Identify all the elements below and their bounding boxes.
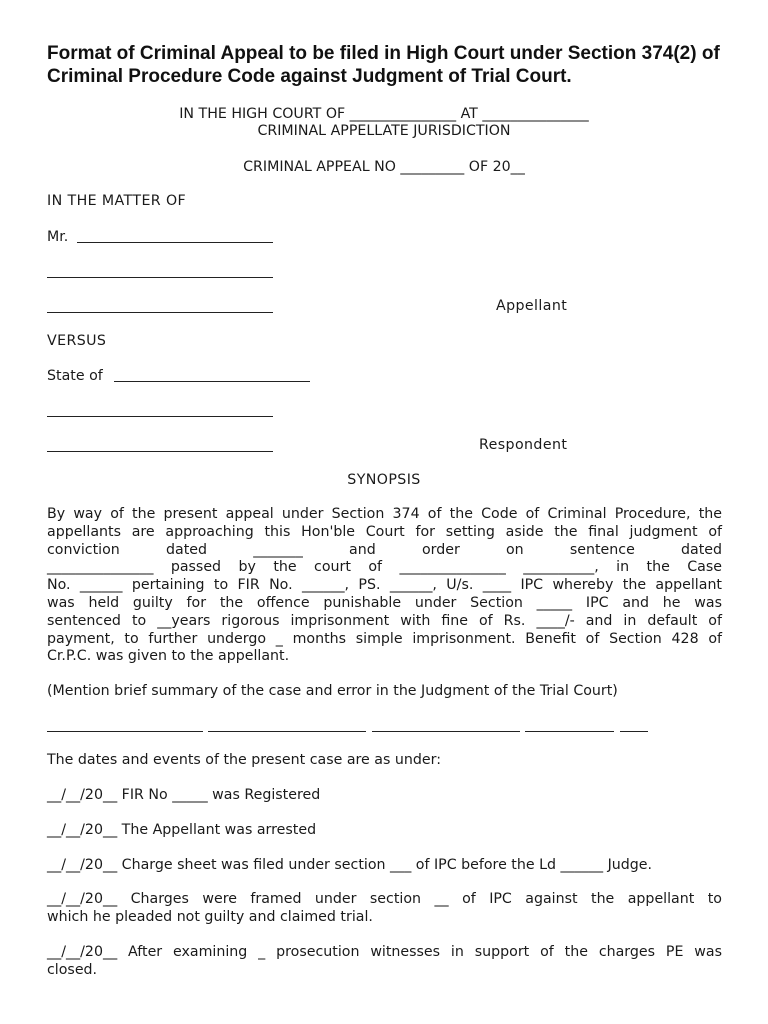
synopsis-line: appellants are approaching this Hon'ble Court for setting aside the final judgment of [47, 523, 722, 540]
state-label: State of [47, 368, 103, 384]
summary-blank-3 [372, 731, 520, 732]
synopsis-line: was held guilty for the offence punishable under Section _____ IPC and he was [47, 594, 722, 611]
respondent-blank-2 [47, 451, 273, 452]
synopsis-line: By way of the present appeal under Section 374 of the Code of Criminal Procedure, the [47, 506, 722, 522]
appellant-address-blank-2 [47, 312, 273, 313]
court-line: IN THE HIGH COURT OF _______________ AT _______________ [179, 106, 589, 122]
summary-blank-1 [47, 731, 203, 732]
jurisdiction-line: CRIMINAL APPELLATE JURISDICTION [257, 123, 511, 139]
synopsis-paragraph [47, 506, 722, 666]
versus-label: VERSUS [47, 333, 107, 349]
synopsis-heading: SYNOPSIS [347, 472, 421, 488]
event-item: __/__/20__ The Appellant was arrested [47, 822, 317, 838]
document-title: Format of Criminal Appeal to be filed in High Court under Section 374(2) of Criminal Procedure Code against Judgment of Trial Court. [47, 43, 720, 87]
synopsis-line: _______________ passed by the court of _______________ __________, in the Case [47, 559, 722, 576]
summary-blank-5 [620, 731, 648, 732]
appellant-label: Appellant [496, 298, 568, 314]
synopsis-line: conviction dated _______ and order on sentence dated [47, 541, 722, 558]
appellant-address-blank-1 [47, 277, 273, 278]
synopsis-line: payment, to further undergo _ months simple imprisonment. Benefit of Section 428 of [47, 630, 722, 647]
synopsis-line: sentenced to __years rigorous imprisonment with fine of Rs. ____/- and in default of [47, 612, 722, 629]
summary-blank-4 [525, 731, 614, 732]
event-line: closed. [47, 961, 98, 978]
respondent-label: Respondent [479, 437, 568, 453]
summary-blank-2 [208, 731, 366, 732]
matter-heading: IN THE MATTER OF [47, 193, 187, 209]
synopsis-line: No. ______ pertaining to FIR No. ______, PS. ______, U/s. ____ IPC whereby the appellant [47, 577, 722, 594]
event-line: __/__/20__ After examining _ prosecution witnesses in support of the charges PE was [47, 944, 722, 960]
event-item [47, 891, 722, 927]
appeal-number-line: CRIMINAL APPEAL NO _________ OF 20__ [243, 159, 525, 175]
state-name-blank [114, 381, 310, 382]
respondent-blank-1 [47, 416, 273, 417]
events-intro: The dates and events of the present case are as under: [47, 752, 441, 768]
event-item: __/__/20__ Charge sheet was filed under section ___ of IPC before the Ld ______ Judge. [47, 857, 653, 873]
event-item [47, 944, 722, 980]
summary-note: (Mention brief summary of the case and error in the Judgment of the Trial Court) [47, 683, 618, 699]
appellant-name-blank [77, 242, 273, 243]
event-line: __/__/20__ Charges were framed under section __ of IPC against the appellant to [47, 891, 722, 907]
synopsis-line: Cr.P.C. was given to the appellant. [47, 648, 290, 665]
event-line: which he pleaded not guilty and claimed trial. [47, 908, 373, 925]
mr-label: Mr. [47, 229, 69, 245]
event-item: __/__/20__ FIR No _____ was Registered [47, 787, 321, 803]
